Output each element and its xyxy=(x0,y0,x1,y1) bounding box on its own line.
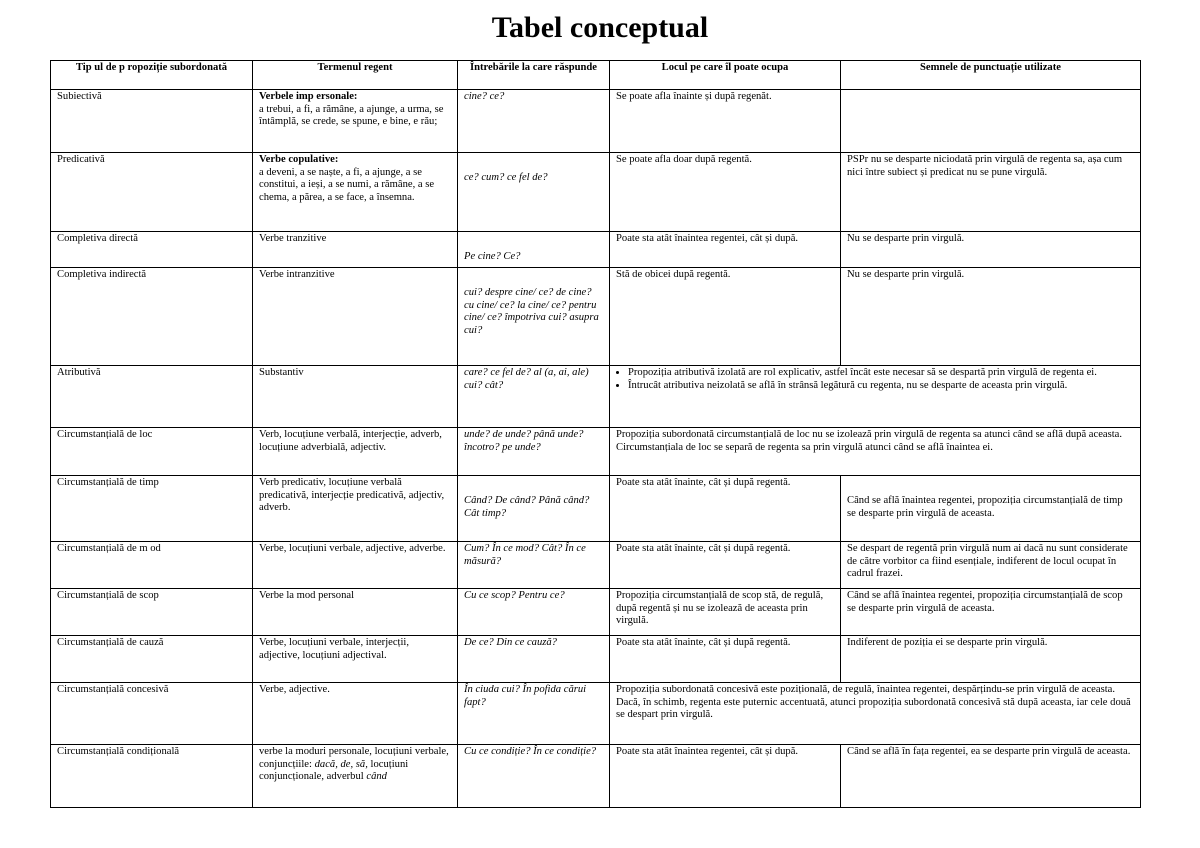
cell-intrebari: care? ce fel de? al (a, ai, ale) cui? cât? xyxy=(458,366,610,428)
cell-loc: Propoziția circumstanțială de scop stă, de regulă, după regentă și nu se izolează de aceasta prin virgulă. xyxy=(610,589,841,636)
header-intrebari: Întrebările la care răspunde xyxy=(458,61,610,90)
cell-loc: Se poate afla înainte și după regenăt. xyxy=(610,90,841,153)
cell-tip: Atributivă xyxy=(51,366,253,428)
spacer xyxy=(464,233,603,251)
cell-regent: Verbe tranzitive xyxy=(253,232,458,268)
table-row xyxy=(51,745,1141,808)
spacer xyxy=(464,269,603,287)
cell-intrebari: unde? de unde? până unde? încotro? pe unde? xyxy=(458,428,610,476)
cell-loc-semne xyxy=(610,428,1141,476)
header-regent: Termenul regent xyxy=(253,61,458,90)
table-row xyxy=(51,589,1141,636)
header-semne: Semnele de punctuație utilizate xyxy=(841,61,1141,90)
table-row xyxy=(51,366,1141,428)
bullet-list xyxy=(616,367,1134,392)
table-header-row xyxy=(51,61,1141,90)
cell-tip: Circumstanțială condițională xyxy=(51,745,253,808)
cell-semne xyxy=(841,90,1141,153)
cell-loc: Poate sta atât înainte, cât și după regentă. xyxy=(610,542,841,589)
cell-tip: Completiva directă xyxy=(51,232,253,268)
cell-regent: Verbe, adjective. xyxy=(253,683,458,745)
cell-regent: Verb predicativ, locuțiune verbală predicativă, interjecție predicativă, adjectiv, adverb. xyxy=(253,476,458,542)
cell-tip: Circumstanțială de scop xyxy=(51,589,253,636)
cell-regent: Verb, locuțiune verbală, interjecție, adverb, locuțiune adverbială, adjectiv. xyxy=(253,428,458,476)
regent-text: locuțiuni conjuncționale, adverbul xyxy=(259,758,409,783)
cell-intrebari xyxy=(458,153,610,232)
intrebari-text: cui? despre cine/ ce? de cine? cu cine/ ce? la cine/ ce? pentru cine/ ce? împotriva cui? asupra cui? xyxy=(464,287,599,336)
cell-loc-semne xyxy=(610,366,1141,428)
cell-intrebari xyxy=(458,476,610,542)
cell-loc-semne xyxy=(610,683,1141,745)
cell-semne: PSPr nu se desparte niciodată prin virgulă de regenta sa, așa cum nici între subiect și predicat nu se pune virgulă. xyxy=(841,153,1141,232)
cell-tip: Circumstanțială de timp xyxy=(51,476,253,542)
semne-text: Când se află înaintea regentei, propoziția circumstanțială de timp se desparte prin virgulă de aceasta. xyxy=(847,495,1123,519)
intrebari-text: Pe cine? Ce? xyxy=(464,251,521,262)
regent-text: a deveni, a se naște, a fi, a ajunge, a se constitui, a ieși, a se numi, a rămâne, a se chema, a părea, a se face, a însemna. xyxy=(259,166,435,203)
rule-text: Dacă, în schimb, regenta este puternic accentuată, atunci propoziția subordonată concesivă stă după aceasta, iar cele două se despart prin virgulă. xyxy=(616,696,1131,721)
cell-loc: Stă de obicei după regentă. xyxy=(610,268,841,366)
cell-regent xyxy=(253,745,458,808)
cell-tip: Circumstanțială de loc xyxy=(51,428,253,476)
cell-regent: Substantiv xyxy=(253,366,458,428)
cell-semne: Indiferent de poziția ei se desparte prin virgulă. xyxy=(841,636,1141,683)
rule-text: Propoziția subordonată circumstanțială de loc nu se izolează prin virgulă de regenta sa atunci când se află după aceasta. xyxy=(616,429,1123,440)
table-row xyxy=(51,232,1141,268)
header-loc: Locul pe care îl poate ocupa xyxy=(610,61,841,90)
intrebari-text: ce? cum? ce fel de? xyxy=(464,172,548,183)
bullet-item: • Propoziția atributivă izolată are rol explicativ, astfel încât este necesar să se despartă prin virgulă de regenta ei. xyxy=(628,367,1134,380)
regent-adverb: când xyxy=(366,771,387,783)
table-row xyxy=(51,428,1141,476)
cell-semne xyxy=(841,476,1141,542)
cell-intrebari: Cu ce scop? Pentru ce? xyxy=(458,589,610,636)
table-row xyxy=(51,90,1141,153)
concept-table xyxy=(50,60,1141,808)
regent-heading: Verbele imp ersonale: xyxy=(259,91,358,102)
spacer xyxy=(464,154,603,172)
spacer xyxy=(847,477,1134,495)
cell-regent: Verbe, locuțiuni verbale, adjective, adverbe. xyxy=(253,542,458,589)
cell-intrebari: În ciuda cui? În pofida cărui fapt? xyxy=(458,683,610,745)
cell-intrebari: cine? ce? xyxy=(458,90,610,153)
cell-intrebari: Cum? În ce mod? Cât? În ce măsură? xyxy=(458,542,610,589)
cell-loc: Poate sta atât înaintea regentei, cât și după. xyxy=(610,745,841,808)
cell-semne: Se despart de regentă prin virgulă num ai dacă nu sunt considerate de către vorbitor ca fiind esențiale, indiferent de locul ocupat în cadrul frazei. xyxy=(841,542,1141,589)
cell-loc: Poate sta atât înainte, cât și după regentă. xyxy=(610,476,841,542)
cell-regent: Verbe la mod personal xyxy=(253,589,458,636)
cell-regent xyxy=(253,90,458,153)
header-tip: Tip ul de p ropoziție subordonată xyxy=(51,61,253,90)
cell-tip: Completiva indirectă xyxy=(51,268,253,366)
rule-text: Propoziția subordonată concesivă este pozițională, de regulă, înaintea regentei, despărțindu-se prin virgulă de aceasta. xyxy=(616,684,1115,695)
cell-regent xyxy=(253,153,458,232)
cell-intrebari xyxy=(458,232,610,268)
intrebari-text: Când? De când? Până când? Cât timp? xyxy=(464,495,590,519)
bullet-item: • Întrucât atributiva neizolată se află în strânsă legătură cu regenta, nu se desparte de aceasta prin virgulă. xyxy=(628,380,1134,393)
regent-heading: Verbe copulative: xyxy=(259,154,339,165)
table-row xyxy=(51,683,1141,745)
regent-text: verbe la moduri personale, locuțiuni verbale, conjuncțiile: xyxy=(259,746,449,770)
cell-loc: Poate sta atât înaintea regentei, cât și după. xyxy=(610,232,841,268)
regent-conjunctions: dacă, de, să, xyxy=(314,758,368,770)
cell-semne: Nu se desparte prin virgulă. xyxy=(841,268,1141,366)
table-row xyxy=(51,476,1141,542)
table-row xyxy=(51,542,1141,589)
cell-regent: Verbe intranzitive xyxy=(253,268,458,366)
cell-tip: Circumstanțială de cauză xyxy=(51,636,253,683)
cell-tip: Circumstanțială concesivă xyxy=(51,683,253,745)
cell-semne: Când se află înaintea regentei, propoziția circumstanțială de scop se desparte prin virgulă de aceasta. xyxy=(841,589,1141,636)
cell-intrebari xyxy=(458,268,610,366)
cell-regent: Verbe, locuțiuni verbale, interjecții, adjective, locuțiuni adjectival. xyxy=(253,636,458,683)
page-title: Tabel conceptual xyxy=(491,11,709,44)
cell-semne: Nu se desparte prin virgulă. xyxy=(841,232,1141,268)
cell-semne: Când se află în fața regentei, ea se desparte prin virgulă de aceasta. xyxy=(841,745,1141,808)
cell-tip: Predicativă xyxy=(51,153,253,232)
cell-intrebari: Cu ce condiție? În ce condiție? xyxy=(458,745,610,808)
cell-tip: Subiectivă xyxy=(51,90,253,153)
cell-loc: Se poate afla doar după regentă. xyxy=(610,153,841,232)
cell-tip: Circumstanțială de m od xyxy=(51,542,253,589)
table-row xyxy=(51,153,1141,232)
table-row xyxy=(51,636,1141,683)
table-row xyxy=(51,268,1141,366)
spacer xyxy=(464,477,603,495)
regent-text: a trebui, a fi, a rămâne, a ajunge, a urma, se întâmplă, se crede, se spune, e bine, e rău; xyxy=(259,103,444,128)
cell-loc: Poate sta atât înainte, cât și după regentă. xyxy=(610,636,841,683)
cell-intrebari: De ce? Din ce cauză? xyxy=(458,636,610,683)
rule-text: Circumstanțiala de loc se separă de regenta sa prin virgulă atunci când se află înaintea ei. xyxy=(616,441,993,453)
